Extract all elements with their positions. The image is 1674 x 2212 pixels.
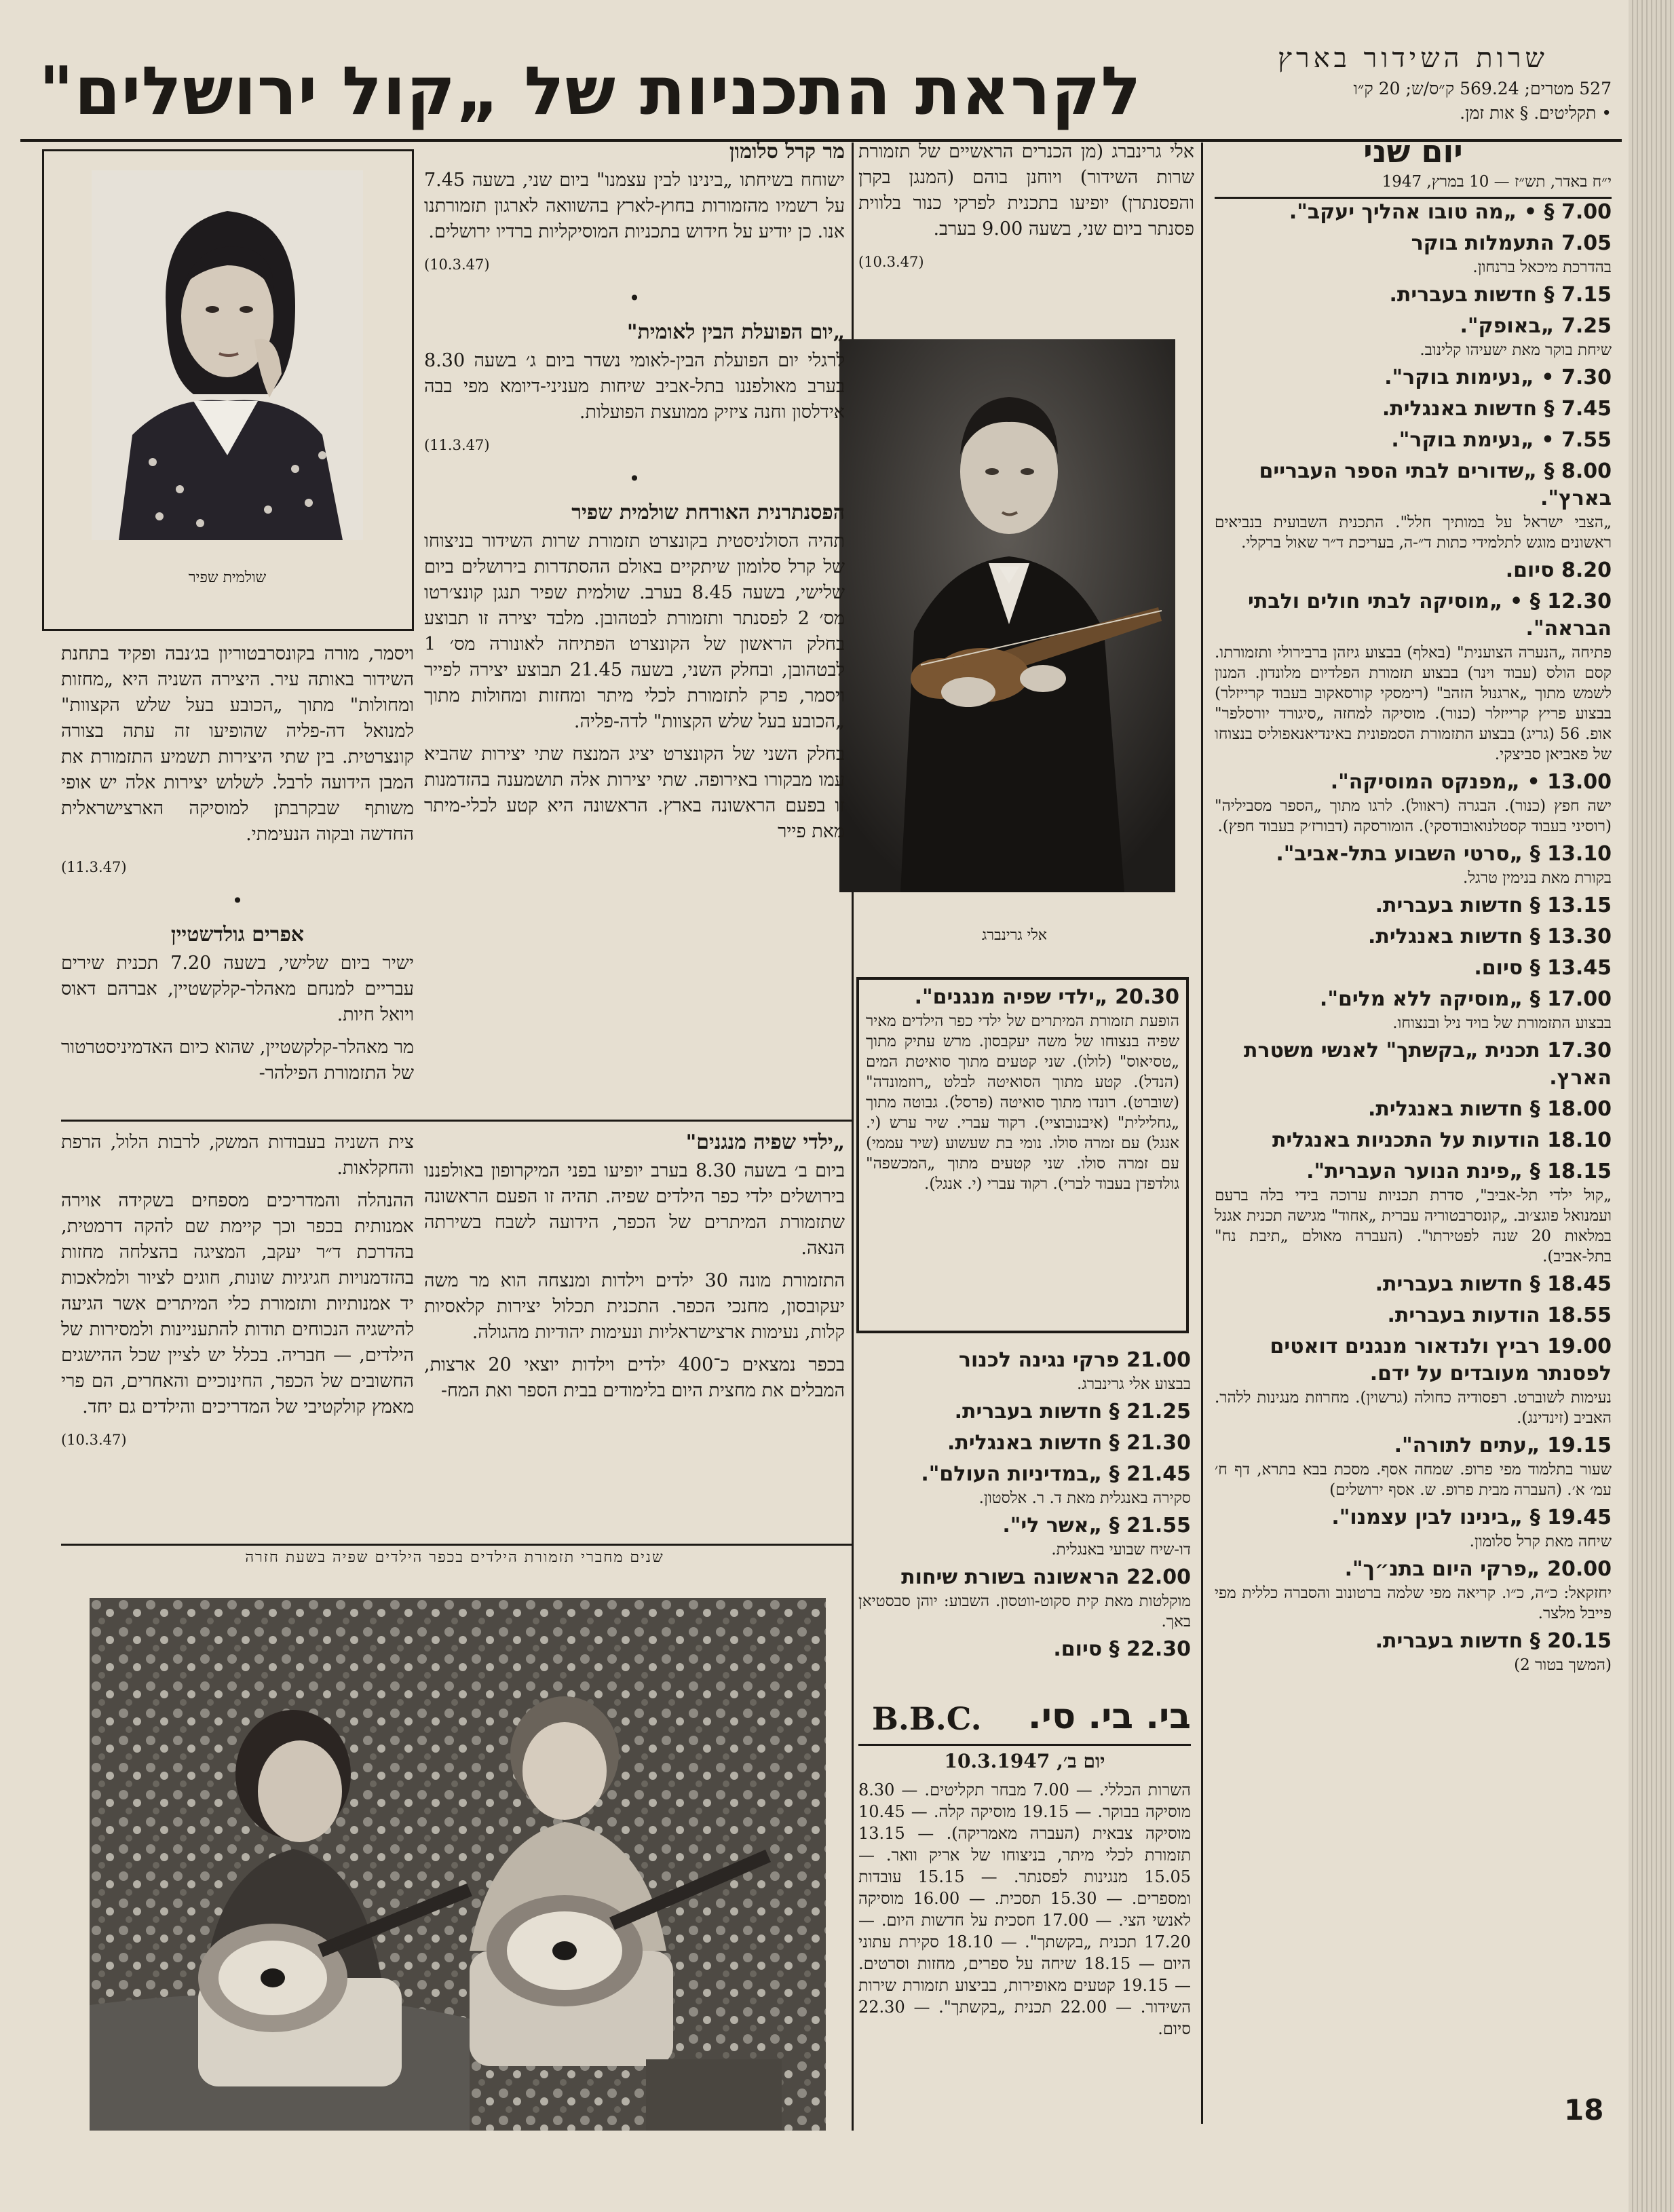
schedule-item: [858, 1347, 1191, 1394]
schedule-item-title: 8.20 סיום.: [1505, 558, 1612, 582]
shfeya-program-box: [856, 977, 1189, 1333]
schedule-item-desc: פתיחה „הנערה הצוענית" (באלף) בבצוע גיזהן ברבירולי ותזמורתו. קסם הולס (עבוד וינר) בבצוע תזמורת הפלדיום מלונדון. המנון לשמש מתוך „ארגנול הזהב" (רימסקי קורסאקוב בעבוד קרייזלר) בבצוע פריץ קרייזלר (כנור). מוסיקה למחזה „סיגורד יורסלפר" אופ. 56 (גריג) בבצוע התזמורת הסמפונית באינדיאנאפוליס בנצוחו של פאביאן סביצקי.: [1215, 644, 1612, 763]
column-2-schedule: [858, 1347, 1191, 1667]
salomon-text: ישוחח בשיחתו „בינינו לבין עצמנו" ביום שני, בשעה 7.45 על רשמיו מהזמורות בחוץ-לארץ בהשוואה לארגון תזמורתנו אנו. כן יודיע על חידוש בתכניות המוסיקליות ברדיו ירושלים.: [424, 170, 845, 242]
schedule-item: [1215, 313, 1612, 360]
schedule-item: [1215, 1628, 1612, 1675]
schedule-item-title: 17.00 § „מוסיקה ללא מלים".: [1319, 987, 1612, 1011]
schedule-legend: • תקליטים. § אות זמן.: [1460, 103, 1612, 123]
schedule-column: [1215, 41, 1612, 1679]
schedule-item-title: 17.30 תכנית „בקשתך" לאנשי משטרת הארץ.: [1244, 1039, 1612, 1090]
schedule-title: שרות השידור בארץ: [1278, 43, 1548, 74]
schedule-item: [1215, 841, 1612, 888]
schedule-item-desc: נעימות לשוברט. רפסודיה כחולה (גרשוין). מחרוזת מנגינות ללהר. האביב (זינדינג).: [1215, 1389, 1612, 1427]
schedule-item-title: 21.00 פרקי נגינה לכנור: [958, 1348, 1191, 1372]
schedule-item-title: 12.30 § • „מוסיקה לבתי חולים ולבתי הבראה".: [1247, 590, 1612, 641]
schedule-item: [1215, 557, 1612, 584]
schedule-item: [1215, 458, 1612, 553]
schedule-item-title: 18.55 הודעות בעברית.: [1387, 1303, 1612, 1327]
bbc-title-hebrew: בי. בי. סי.: [1027, 1696, 1191, 1737]
schedule-item: [1215, 588, 1612, 765]
schedule-item-desc: (המשך בטור 2): [1514, 1656, 1612, 1674]
schedule-item-title: 22.00 הראשונה בשורת שיחות: [901, 1565, 1191, 1589]
column-3-bottom: [424, 1130, 845, 1411]
column-4-top: [61, 641, 414, 1093]
goldstein-head: אפרים גולדשטיין: [170, 923, 305, 947]
bbc-schedule: השרות הכללי. — 7.00 מבחר תקליטים. — 8.30 מוסיקה בבוקר. — 19.15 מוסיקה קלה. — 10.45 מוסיקה צבאית (העברה מאמריקה). — 13.15 תזמורת לכלי מיתר, בניצוחו של אריק וואר. — 15.05 מנגינות לפסנתר. — 15.15 עובדות ומספרים. — 15.30 תסכית. — 16.00 מוסיקה לאנשי הצי. — 17.00 חסכית על חדשות היום. — 17.20 תכנית „בקשתך". — 18.10 סקירת עתוני היום — 18.15 שיחה על ספרים, מחזות וסרטים. — 19.15 קטעים מאופירות, בביצוע תזמורת שירות השידור. — 22.00 תכנית „בקשתך". — 22.30 סיום.: [858, 1780, 1192, 2038]
farm-text-2: ההנהלה והמדריכים מספחים בשקידה אוירה אמנותית בכפר וכך קיימת שם להקה דרמטית, בהדרכת ד״ר יעקב, המציגה בהצלחה מחזות בהזדמנויות חגיגיות שונות, חוגים לציור ולמלאכות יד אמנותיות ותזמורת כלי המיתרים אשר הגיעה להישגיה הנכוחים תודות להתעניינות ולמסירות של הילדים, — חבריה. בכלל יש לציין שכל ההישגים החשובים של הכפר, החינוכיים והאחרים, הם פרי מאמץ קולקטיבי של המדריכים והילדים גם יחד.: [61, 1190, 414, 1417]
schedule-item-title: 7.00 § • „מה טובו אהליך יעקב".: [1289, 200, 1612, 224]
schedule-item-title: 7.45 § חדשות באנגלית.: [1382, 397, 1612, 421]
children-text: ביום ב׳ בשעה 8.30 בערב יופיעו בפני המיקרופון באולפננו בירושלים ילדי כפר הילדים שפיה. תהיה זו הפעם הראשונה שתזמורת המיתרים של הכפר, הידועה לשבח בשירתה הנאה.: [424, 1160, 845, 1259]
box-item: [866, 984, 1179, 1194]
schedule-item: [858, 1398, 1191, 1426]
children-head: „ילדי שפיה מנגנים": [685, 1130, 845, 1154]
children-photo-caption: שנים מחברי תזמורת הילדים בכפר הילדים שפיה בשעת חזרה: [245, 1549, 664, 1566]
wismer-date: (11.3.47): [61, 859, 127, 875]
schedule-item-desc: יחזקאל: כ״ה, כ״ו. קריאה מפי שלמה ברטונוב והסברה כללית מפי פייבל מלצר.: [1215, 1584, 1612, 1622]
page-title: לקראת התכניות של „קול ירושלים": [39, 53, 1142, 130]
schedule-item-title: 7.15 § חדשות בעברית.: [1389, 283, 1612, 307]
schedule-item: [1215, 986, 1612, 1033]
schedule-item: [1215, 1037, 1612, 1092]
schedule-item: [1215, 1333, 1612, 1428]
schedule-item-title: 8.00 § „שדורים לבתי הספר העבריים בארץ".: [1259, 459, 1612, 510]
schedule-item-title: 20.15 § חדשות בעברית.: [1375, 1629, 1612, 1653]
greenberg-caption: אלי גרינברג: [982, 927, 1047, 944]
portrait-image: [92, 170, 363, 540]
schedule-item: [1215, 1271, 1612, 1298]
schedule-day: יום שני: [1363, 133, 1463, 170]
schedule-item-desc: שיחת בוקר מאת ישעיהו קלינוב.: [1420, 341, 1612, 359]
schedule-item: [1215, 955, 1612, 982]
farm-text: צית השניה בעבודות המשק, לרבות הלול, הרפת והחקלאות.: [61, 1132, 414, 1179]
women-day-text: לרגלי יום הפועלת הבין-לאומי נשדר ביום ג׳ בשעה 8.30 בערב מאולפננו בתל-אביב שיחות מעניני-דיומא מפי בבה אידלסון וחנה ציזיק ממועצת הפועלות.: [424, 350, 845, 423]
bbc-header: [858, 1696, 1191, 1746]
salomon-date: (10.3.47): [424, 256, 490, 273]
schedule-item-desc: בהדרכת מיכאל ברנחון.: [1472, 259, 1612, 276]
schedule-item-title: 7.30 • „נעימות בוקר".: [1384, 366, 1612, 389]
schedule-item: [1215, 396, 1612, 423]
shapir-caption: שולמית שפיר: [188, 569, 267, 586]
bbc-title-latin: B.B.C.: [872, 1700, 982, 1737]
schedule-list: [1215, 199, 1612, 1675]
goldstein-text: ישיר ביום שלישי, בשעה 7.20 תכנית שירים עבריים למנחם מאהלר-קלקשטיין, אברהם דאוס ויואל חיות.: [61, 953, 414, 1025]
schedule-item: [1215, 427, 1612, 454]
schedule-item-title: 21.30 § חדשות באנגלית.: [947, 1431, 1191, 1455]
schedule-item-desc: „הצבי ישראל על במותיך חלל". התכנית השבועית בנביאים ראשונים מוגש לתלמידי כתות ד״-ה, בעריכת ד״ר שאול ברקלי.: [1215, 514, 1612, 552]
greenberg-photo: [839, 339, 1175, 892]
schedule-item-title: 13.10 § „סרטי השבוע בתל-אביב".: [1276, 842, 1612, 866]
schedule-item-title: 13.30 § חדשות באנגלית.: [1367, 925, 1612, 949]
schedule-item-desc: בבצוע התזמורת של בויד ניל ובנצוחו.: [1392, 1014, 1612, 1032]
schedule-frequency: 527 מטרים; 569.24 ק״ס/ש; 20 ק״ו: [1353, 79, 1612, 98]
schedule-item-title: 13.00 • „מפנקס המוסיקה".: [1330, 770, 1612, 794]
column-3-top: [424, 139, 845, 852]
violinist-image: [839, 339, 1175, 892]
schedule-item-title: 7.05 התעמלות בוקר: [1411, 231, 1612, 255]
schedule-item-desc: בבצוע אלי גרינברג.: [1076, 1375, 1191, 1393]
greenberg-intro-date: (10.3.47): [858, 254, 924, 270]
schedule-item: [1215, 1432, 1612, 1500]
farm-date: (10.3.47): [61, 1432, 127, 1448]
page-number: 18: [1564, 2093, 1604, 2127]
children-text-3: בכפר נמצאים כ־400 ילדים וילדות יוצאי 20 ארצות, המבלים את מחצית היום בלימודים בבית הספר ואת המח-: [424, 1354, 845, 1401]
shapir-text-2: בחלק השני של הקונצרט יציג המנצח שתי יצירות שהביא עמו מבקורו באירופה. שתי יצירות אלה תושמענה בהזדמנות זו בפעם הראשונה בארץ. הראשונה היא קטע לכלי-מיתר מאת פייר: [424, 744, 845, 842]
goldstein-text-2: מר מאהלר-קלקשטיין, שהוא כיום האדמיניסטרטור של התזמורת הפילהר-: [61, 1037, 414, 1084]
schedule-item: [1215, 1302, 1612, 1329]
shapir-photo: [92, 170, 363, 540]
schedule-item-title: 18.00 § חדשות באנגלית.: [1367, 1097, 1612, 1121]
horizontal-rule: [61, 1120, 852, 1122]
bbc-day: יום ב׳, 10.3.1947: [944, 1750, 1105, 1772]
schedule-item: [1215, 1127, 1612, 1154]
schedule-item: [1215, 892, 1612, 919]
caption-rule: [61, 1544, 852, 1546]
schedule-item-title: 7.25 „באופק".: [1460, 314, 1612, 338]
schedule-item-title: 19.00 רביץ ולנדאור מנגנים דואטים לפסנתר מעובדים על ידם.: [1270, 1335, 1612, 1386]
schedule-item-desc: ישה חפץ (כנור). הבגרה (ראוול). לרגו מתוך „הספר מסביליה" (רוסיני בעבוד קסטלנואובודסקי). הומורסקה (דבורז׳ק בעבוד חפץ).: [1215, 797, 1612, 835]
schedule-item: [1215, 1556, 1612, 1624]
schedule-item: [1215, 769, 1612, 837]
schedule-item-title: 18.45 § חדשות בעברית.: [1375, 1272, 1612, 1296]
schedule-item: [858, 1430, 1191, 1457]
schedule-item: [1215, 282, 1612, 309]
schedule-item-desc: דו-שיח שבועי באנגלית.: [1051, 1541, 1191, 1559]
schedule-date: י״ח באדר, תש״ז — 10 במרץ, 1947: [1215, 171, 1612, 199]
schedule-item-desc: שעור בתלמוד מפי פרופ. שמחה אסף. מסכת בבא בתרא, דף ח׳ עמ׳ א׳. (העברה מבית פרופ. ש. אסף ירושלים): [1215, 1461, 1612, 1499]
schedule-item: [1215, 230, 1612, 278]
schedule-item: [858, 1564, 1191, 1632]
schedule-item-desc: שיחה מאת קרל סלומון.: [1469, 1533, 1612, 1550]
schedule-item: [1215, 923, 1612, 951]
schedule-item-title: 18.15 § „פינת הנוער העברית".: [1306, 1160, 1612, 1183]
women-day-head: „יום הפועלת הבין לאומית": [626, 320, 845, 344]
schedule-item-title: 22.30 § סיום.: [1053, 1637, 1191, 1661]
shapir-head: הפסנתרנית האורחת שולמית שפיר: [571, 501, 845, 525]
column-4-bottom: [61, 1130, 414, 1460]
schedule-item-title: 19.15 „עתים לתורה".: [1394, 1434, 1612, 1457]
shapir-photo-frame: [42, 149, 414, 631]
schedule-item-desc: „קול ילדי תל-אביב", סדרת תכניות ערוכה בידי בלה ברעם ועמנואל פוגצ׳וב. „קונסרבטוריה עברית „אחוד" מגישה תכנית אגנל במלאות 20 שנה לפטירתו". (העברה מאולם „תיבת נח" בתל-אביב).: [1215, 1187, 1612, 1265]
wismer-text: ויסמר, מורה בקונסרבטוריון בג׳נבה ופקיד בתחנת השידור באותה עיר. היצירה השניה היא „מחזות ומחולות" מתוך „הכובע בעל שלש הקצוות" למנואל דה-פליה שהופיעו זה עתה בצורה קונצרטית. בין שתי היצירות תשמיע התזמורת את המבן הידועה לרבל. לשלוש יצירות אלה יש אופי משותף שבקרבתן למוסיקה הארצישראלית החדשה ובקוה הנעימתי.: [61, 643, 414, 845]
schedule-item-desc: מוקלטות מאת קית סקוט-ווטסון. השבוע: יוהן סבסטיאן באך.: [858, 1593, 1191, 1631]
schedule-item: [1215, 1504, 1612, 1552]
greenberg-intro: אלי גרינברג (מן הכנרים הראשיים של תזמורת שרות השידור) ויוחנן בוהם (המנגן בקרן והפסנתרן) יופיעו בתכנית לפרקי כנור בלווית פסנתר ביום שני, בשעה 9.00 בערב.: [858, 141, 1194, 240]
schedule-item-title: 21.45 § „במדיניות העולם".: [921, 1462, 1191, 1486]
schedule-item: [1215, 199, 1612, 226]
schedule-item-desc: סקירה באנגלית מאת ד. ר. אלסטון.: [978, 1489, 1191, 1507]
salomon-head: מר קרל סלומון: [729, 140, 845, 164]
schedule-item-title: 13.15 § חדשות בעברית.: [1375, 894, 1612, 917]
children-photo: [90, 1598, 826, 2131]
box-item-title: 20.30 „ילדי שפיה מנגנים".: [914, 985, 1179, 1009]
children-text-2: התזמורת מונה 30 ילדים וילדות ומנצחה הוא מר משה יעקובסון, מחנכי הכפר. התכנית תכלול יצירות קלאסיות קלות, נעימות ארצישראליות ונעימות יהודיות מהגולה.: [424, 1270, 845, 1343]
schedule-item: [858, 1512, 1191, 1560]
schedule-item: [1215, 1158, 1612, 1267]
mandolin-children-image: [90, 1598, 826, 2131]
schedule-item-title: 21.55 § „אשר לי".: [1002, 1514, 1191, 1538]
bbc-column: [858, 1751, 1191, 2046]
schedule-item: [1215, 364, 1612, 392]
separator-dot: •: [628, 287, 641, 309]
column-rule-1: [1201, 142, 1203, 2124]
schedule-item: [858, 1461, 1191, 1508]
schedule-item: [858, 1636, 1191, 1663]
schedule-item-title: 20.00 „פרקי היום בתנ״ך".: [1344, 1557, 1612, 1581]
schedule-item-title: 21.25 § חדשות בעברית.: [954, 1400, 1191, 1424]
schedule-item-title: 18.10 הודעות על התכניות באנגלית: [1272, 1128, 1612, 1152]
schedule-item-title: 13.45 § סיום.: [1474, 956, 1612, 980]
women-day-date: (11.3.47): [424, 437, 490, 453]
column-2-list: [858, 1347, 1191, 1663]
page-edges: [1629, 0, 1674, 2212]
separator-dot: •: [628, 468, 641, 490]
schedule-item: [1215, 1096, 1612, 1123]
box-item-desc: הופעת תזמורת המיתרים של ילדי כפר הילדים מאיר שפיה בנצוחו של משה יעקבסון. מרש עתיק מתוך „טסיאוס" (לולו). שני קטעים מתוך סואיטת המים (הנדל). קטע מתוך הסואיטה לבלט „רוזמונדה" (שוברט). רונדו מתוך סואיטה (פרסל). גבוטה מתוך „גחלילית" (איבנובוציי). רקוד עברי. שיר ערש (י. אנגל) עם זמרה סולו. נומי בת שעשוע (שיר עממי) עם זמרה סולו. שני קטעים מתוך „המכשפה" גולדפדן בעבוד לברי). רקוד עברי (י. אנגל).: [866, 1012, 1179, 1193]
schedule-item-desc: בקורת מאת בנימין טרגל.: [1463, 869, 1612, 887]
shapir-text: תהיה הסולניסטית בקונצרט תזמורת שרות השידור בניצוחו של קרל סלומון שיתקיים באולם ההסתדרות בירושלים ביום שלישי, בשעה 8.45 בערב. שולמית שפיר תנגן קונצ׳רטו מס׳ 2 לפסנתר ותזמורת לבטהובן. מלבד יצירה זו תבוצע בחלק הראשון של הקונצרט הפתיחה לאונורה מס׳ 1 לבטהובן, ובחלק השני, בשעה 21.45 תבוצע יצירה לפייר ויסמר, פרק לתזמורת לכלי מיתר ומחזות ומחולות מתוך „הכובע בעל שלש הקצוות" לדה-פליה.: [424, 531, 845, 732]
schedule-item-title: 19.45 § „בינינו לבין עצמנו".: [1331, 1506, 1612, 1529]
column-2-top: [858, 139, 1194, 282]
schedule-item-title: 7.55 • „נעימת בוקר".: [1391, 428, 1612, 452]
separator-dot: •: [231, 890, 244, 912]
